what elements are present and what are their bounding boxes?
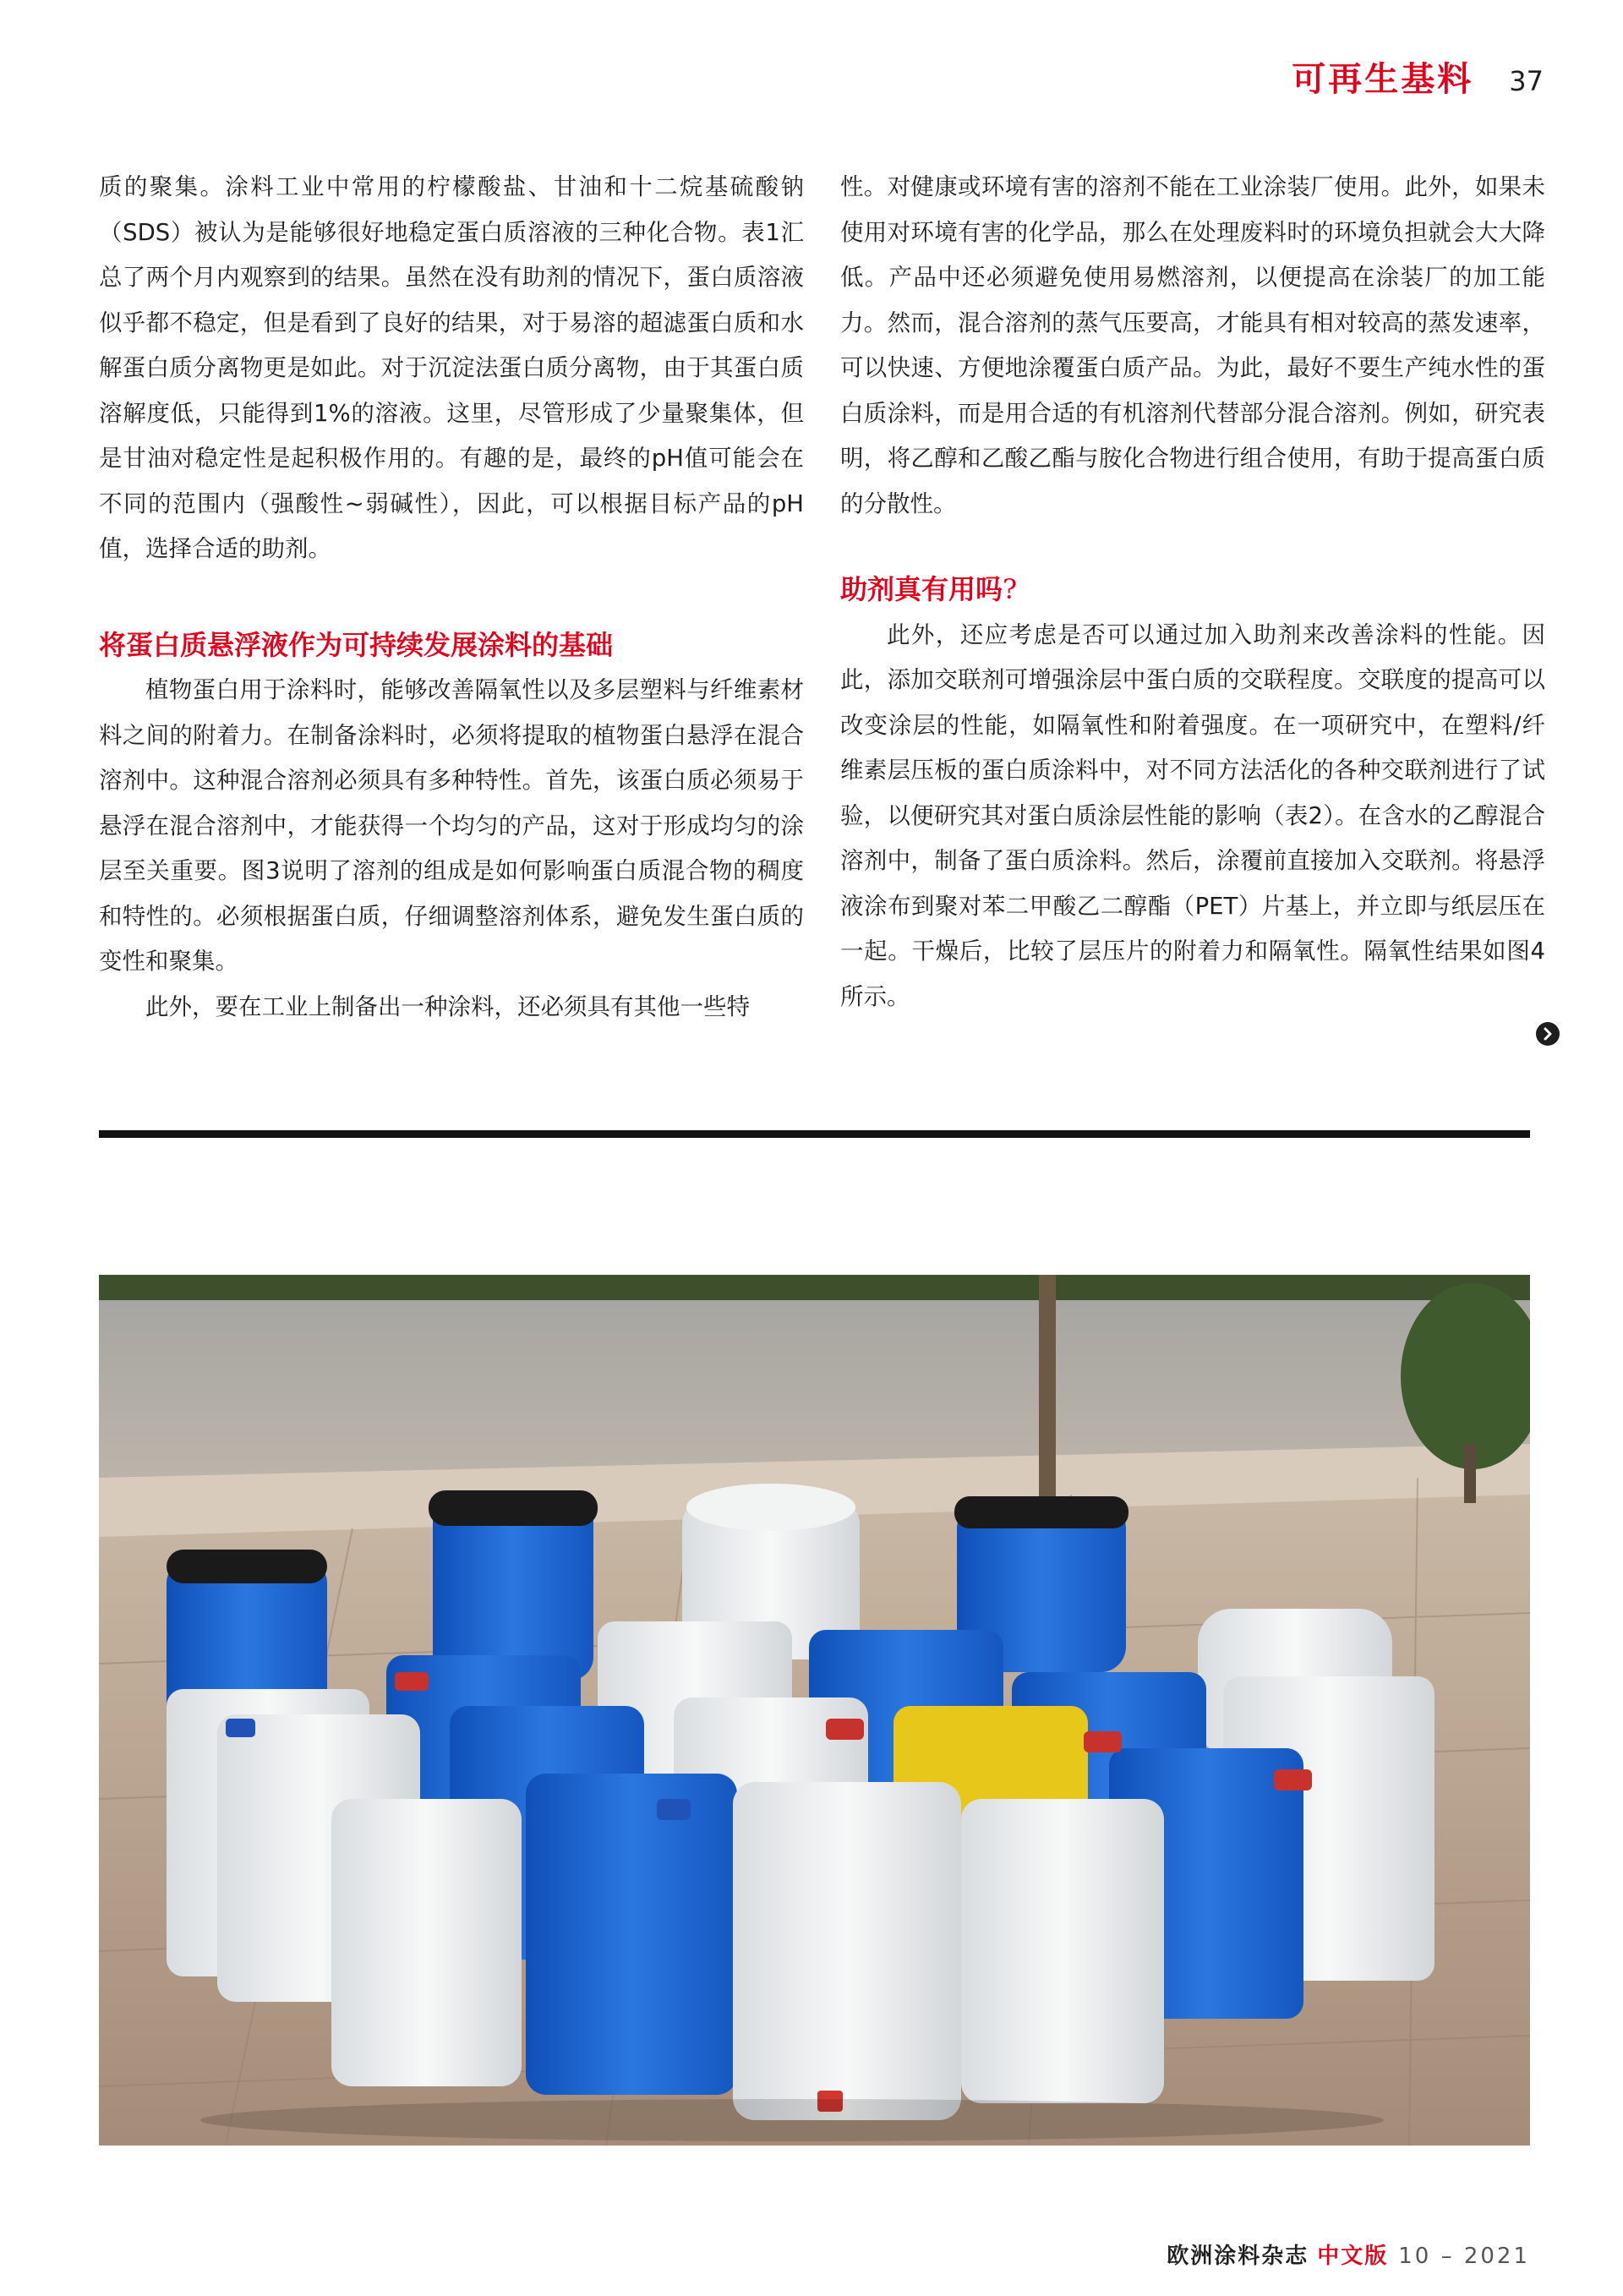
- heading-question-mark: ?: [1003, 573, 1018, 605]
- edition-label: 中文版: [1317, 2244, 1389, 2269]
- right-paragraph-2: 此外，还应考虑是否可以通过加入助剂来改善涂料的性能。因此，添加交联剂可增强涂层中蛋白质的交联程度。交联度的提高可以改变涂层的性能，如隔氧性和附着强度。在一项研究中，在塑料/纤维素层压板的蛋白质涂料中，对不同方法活化的各种交联剂进行了试验，以便研究其对蛋白质涂层性能的影响（表2）。在含水的乙醇混合溶剂中，制备了蛋白质涂料。然后，涂覆前直接加入交联剂。将悬浮液涂布到聚对苯二甲酸乙二醇酯（PET）片基上，并立即与纸层压在一起。干燥后，比较了层压片的附着力和隔氧性。隔氧性结果如图4所示。: [840, 620, 1545, 1010]
- left-paragraph-2: 植物蛋白用于涂料时，能够改善隔氧性以及多层塑料与纤维素材料之间的附着力。在制备涂料时，必须将提取的植物蛋白悬浮在混合溶剂中。这种混合溶剂必须具有多种特性。首先，该蛋白质必须易于悬浮在混合溶剂中，才能获得一个均匀的产品，这对于形成均匀的涂层至关重要。图3说明了溶剂的组成是如何影响蛋白质混合物的稠度和特性的。必须根据蛋白质，仔细调整溶剂体系，避免发生蛋白质的变性和聚集。: [99, 676, 804, 975]
- left-paragraph-1: 质的聚集。涂料工业中常用的柠檬酸盐、甘油和十二烷基硫酸钠（SDS）被认为是能够很好地稳定蛋白质溶液的三种化合物。表1汇总了两个月内观察到的结果。虽然在没有助剂的情况下，蛋白质溶液似乎都不稳定，但是看到了良好的结果，对于易溶的超滤蛋白质和水解蛋白质分离物更是如此。对于沉淀法蛋白质分离物，由于其蛋白质溶解度低，只能得到1%的溶液。这里，尽管形成了少量聚集体，但是甘油对稳定性是起积极作用的。有趣的是，最终的pH值可能会在不同的范围内（强酸性~弱碱性），因此，可以根据目标产品的pH值，选择合适的助剂。: [99, 173, 804, 562]
- section-divider: [99, 1130, 1530, 1138]
- heading-text: 助剂真有用吗: [840, 573, 1003, 605]
- photo-plastic-containers: [99, 1275, 1530, 2146]
- page-number: 37: [1509, 65, 1544, 97]
- magazine-name: 欧洲涂料杂志: [1167, 2244, 1309, 2269]
- right-paragraph-1: 性。对健康或环境有害的溶剂不能在工业涂装厂使用。此外，如果未使用对环境有害的化学品，那么在处理废料时的环境负担就会大大降低。产品中还必须避免使用易燃溶剂，以便提高在涂装厂的加工能力。然而，混合溶剂的蒸气压要高，才能具有相对较高的蒸发速率，可以快速、方便地涂覆蛋白质产品。为此，最好不要生产纯水性的蛋白质涂料，而是用合适的有机溶剂代替部分混合溶剂。例如，研究表明，将乙醇和乙酸乙酯与胺化合物进行组合使用，有助于提高蛋白质的分散性。: [840, 173, 1545, 517]
- left-column: [99, 165, 804, 1030]
- arrow-right-circle-icon[interactable]: [1536, 1022, 1560, 1046]
- right-column: [840, 165, 1545, 1020]
- page-footer: [1167, 2239, 1530, 2270]
- section-heading-protein-suspension: 将蛋白质悬浮液作为可持续发展涂料的基础: [99, 628, 614, 661]
- page-header: [1292, 52, 1544, 101]
- section-title: 可再生基料: [1292, 60, 1474, 99]
- left-paragraph-3: 此外，要在工业上制备出一种涂料，还必须具有其他一些特: [145, 992, 750, 1020]
- issue-number: 10 – 2021: [1398, 2244, 1530, 2269]
- section-heading-additives: [840, 567, 1545, 613]
